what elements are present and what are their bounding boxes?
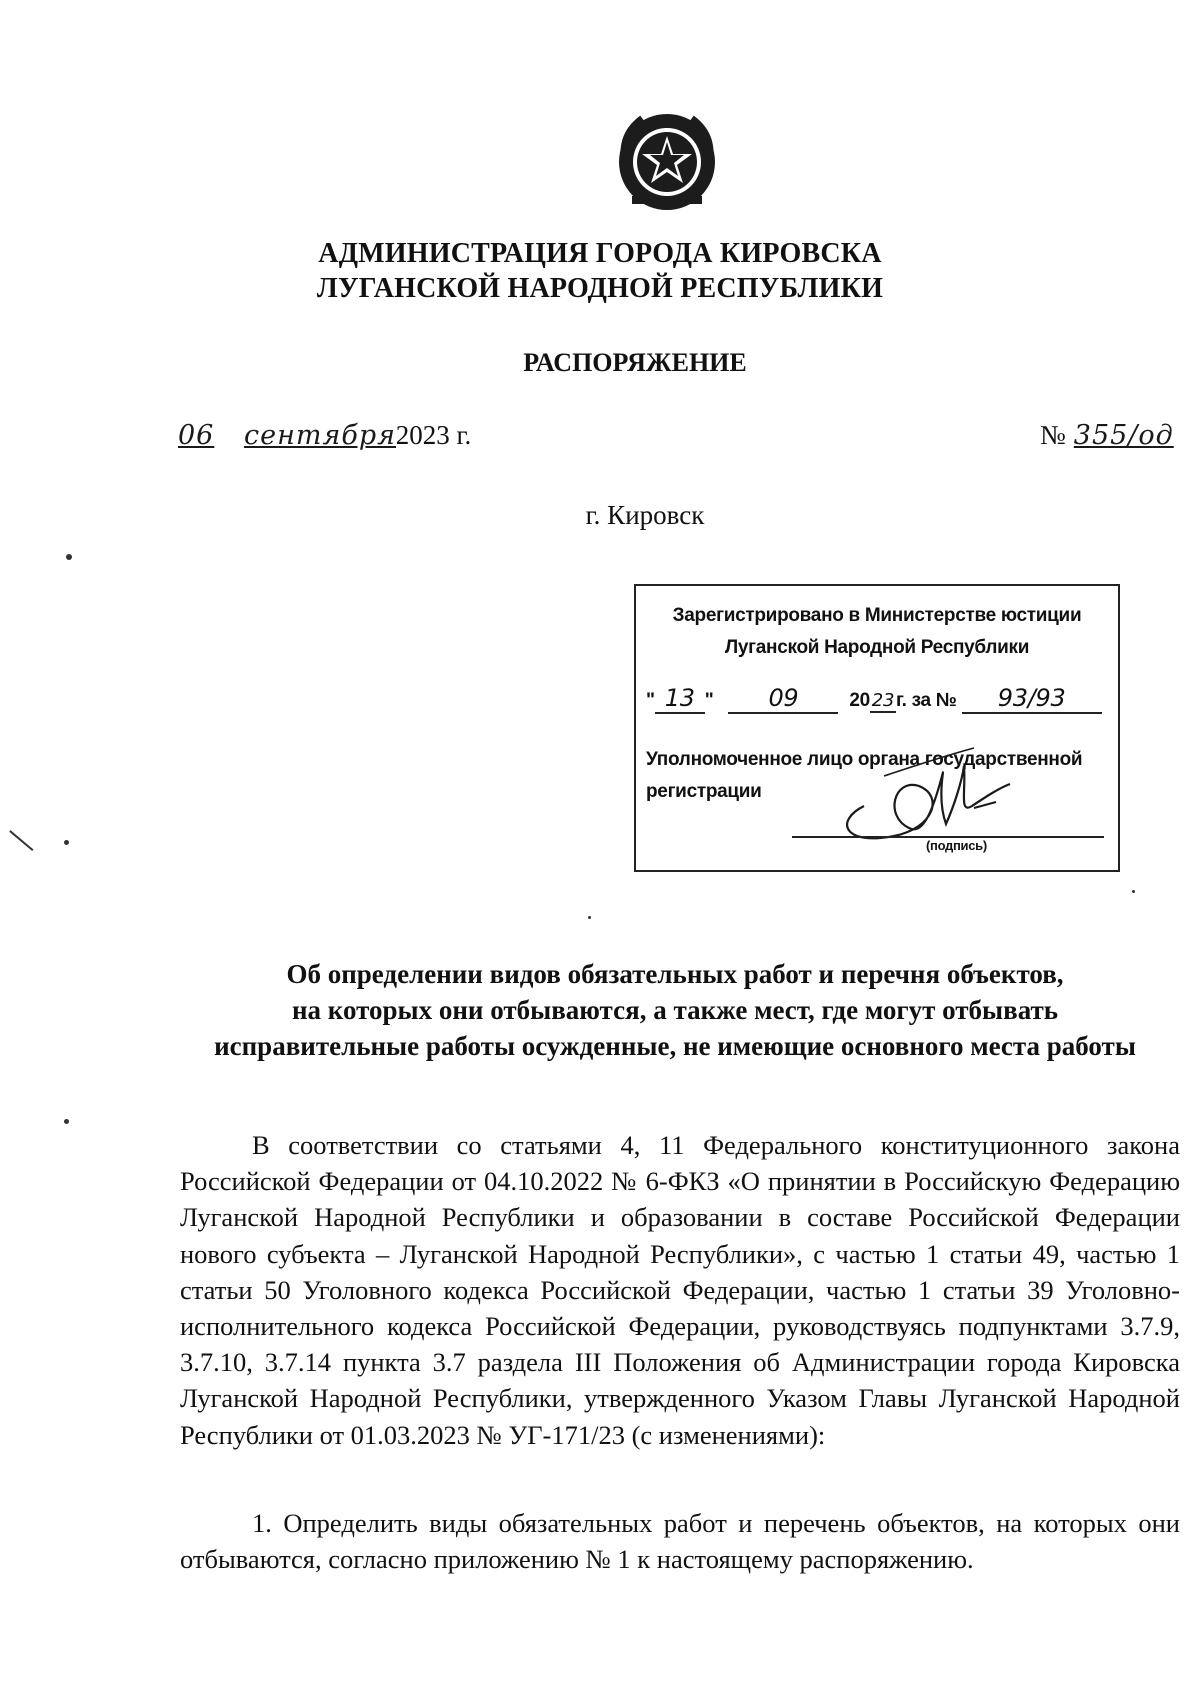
registration-stamp [634,584,1120,872]
stamp-reg-label: г. за № [895,690,957,711]
document-number [1040,420,1182,451]
scan-speck [64,840,69,845]
number-value: 355/од [1073,420,1174,451]
city: г. Кировск [585,500,705,530]
document-date [178,420,471,451]
scan-speck [1132,890,1135,893]
title-line-3: исправительные работы осужденные, не имеющие основного места работы [214,1031,1136,1061]
stamp-year-suffix: 23 [871,690,895,711]
title-line-2: на которых они отбываются, а также мест, где могут отбывать [291,995,1059,1025]
stamp-title [636,600,1118,664]
scan-speck [66,554,72,560]
header-line-2: ЛУГАНСКОЙ НАРОДНОЙ РЕСПУБЛИКИ [316,273,884,304]
stamp-day: 13 [655,684,705,714]
stamp-line-1: Зарегистрировано в Министерстве юстиции [672,605,1082,626]
scan-mark [10,830,34,850]
scan-speck [588,916,591,919]
document-type: РАСПОРЯЖЕНИЕ [523,348,747,377]
document-body [180,1127,1180,1577]
stamp-authority-line-2: регистрации [646,781,762,802]
handwritten-signature [824,736,1014,851]
stamp-line-2: Луганской Народной Республики [724,637,1030,658]
stamp-authority-line-1: Уполномоченное лицо органа государственной [646,749,1083,770]
stamp-reg-number: 93/93 [962,684,1102,714]
preamble-paragraph: В соответствии со статьями 4, 11 Федерального конституционного закона Российской Федерации от 04.10.2022 № 6-ФКЗ «О принятии в Российскую Федерацию Луганской Народной Республики и образовании в составе Российской Федерации нового субъекта – Луганской Народной Республики», с частью 1 статьи 49, частью 1 статьи 50 Уголовного кодекса Российской Федерации, частью 1 статьи 39 Уголовно-исполнительного кодекса Российской Федерации, руководствуясь подпунктами 3.7.9, 3.7.10, 3.7.14 пункта 3.7 раздела III Положения об Администрации города Кировска Луганской Народной Республики, утвержденного Указом Главы Луганской Народной Республики от 01.03.2023 № УГ-171/23 (с изменениями): [180,1130,1180,1450]
date-month: сентября [244,420,397,451]
scan-speck [64,1119,69,1124]
number-prefix: № [1040,420,1066,450]
stamp-registration-line: " 13 " 09 20 23г. за № 93/93 [646,684,1102,714]
clause-1: 1. Определить виды обязательных работ и перечень объектов, на которых они отбываются, согласно приложению № 1 к настоящему распоряжению. [180,1507,1180,1575]
title-line-1: Об определении видов обязательных работ и перечня объектов, [286,959,1064,989]
date-day: 06 [178,420,215,451]
organization-header [300,236,900,306]
header-line-1: АДМИНИСТРАЦИЯ ГОРОДА КИРОВСКА [318,238,882,269]
date-year: 2023 г. [395,420,472,450]
signature-caption: (подпись) [926,838,987,853]
document-title [170,956,1180,1064]
stamp-month: 09 [728,684,838,714]
stamp-year-prefix: 20 [849,690,870,711]
coat-of-arms-emblem [612,104,722,214]
